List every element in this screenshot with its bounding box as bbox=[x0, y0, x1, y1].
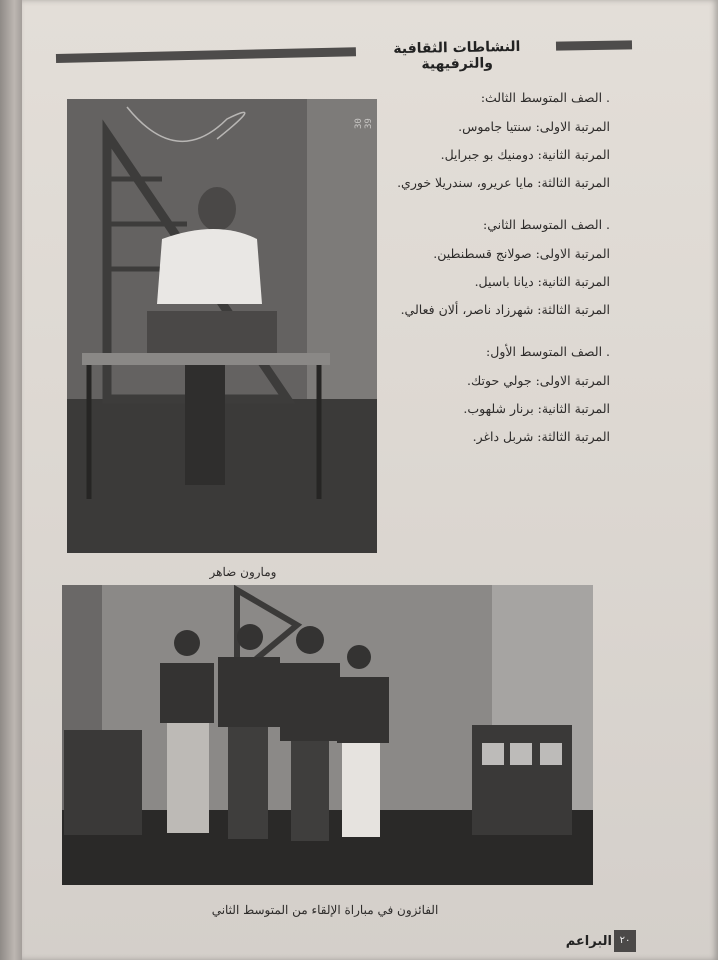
rank-line: المرتبة الثالثة: شربل داغر. bbox=[472, 429, 610, 444]
rank-line: المرتبة الثانية: دومنيك بو جبرايل. bbox=[440, 147, 610, 162]
section-heading: . الصف المتوسط الثالث: bbox=[480, 90, 610, 105]
rank-line: المرتبة الاولى: سنتيا جاموس. bbox=[458, 119, 610, 134]
book-spine bbox=[0, 0, 24, 960]
photo-speaker-illustration bbox=[67, 99, 377, 553]
rank-line: المرتبة الثانية: ديانا باسيل. bbox=[474, 274, 610, 289]
magazine-name: البراعم bbox=[565, 934, 612, 949]
photo-speaker-caption: ومارون ضاهر bbox=[209, 565, 277, 579]
page-header-title: النشاطات الثقافية والترفيهية bbox=[393, 38, 521, 73]
page-number: ٢٠ bbox=[614, 930, 636, 952]
rank-line: المرتبة الثانية: برنار شلهوب. bbox=[463, 401, 610, 416]
rank-line: المرتبة الاولى: جولي حوتك. bbox=[467, 373, 610, 388]
section-heading: . الصف المتوسط الثاني: bbox=[482, 217, 610, 232]
header-rule-right bbox=[556, 40, 632, 50]
photo-winners-caption: الفائزون في مباراة الإلقاء من المتوسط الثاني bbox=[211, 903, 439, 917]
rank-line: المرتبة الاولى: صولانج قسطنطين. bbox=[433, 246, 610, 261]
photo-winners-illustration bbox=[62, 585, 593, 885]
rank-line: المرتبة الثالثة: شهرزاد ناصر، ألان فعالي. bbox=[400, 302, 610, 317]
photo-speaker-stamp: 30 39 bbox=[354, 118, 374, 129]
rank-line: المرتبة الثالثة: مايا عريرو، سندريلا خوري. bbox=[397, 175, 610, 190]
photo-winners bbox=[62, 585, 593, 885]
section-heading: . الصف المتوسط الأول: bbox=[486, 344, 610, 359]
photo-speaker bbox=[67, 99, 377, 553]
results-list bbox=[360, 90, 610, 457]
